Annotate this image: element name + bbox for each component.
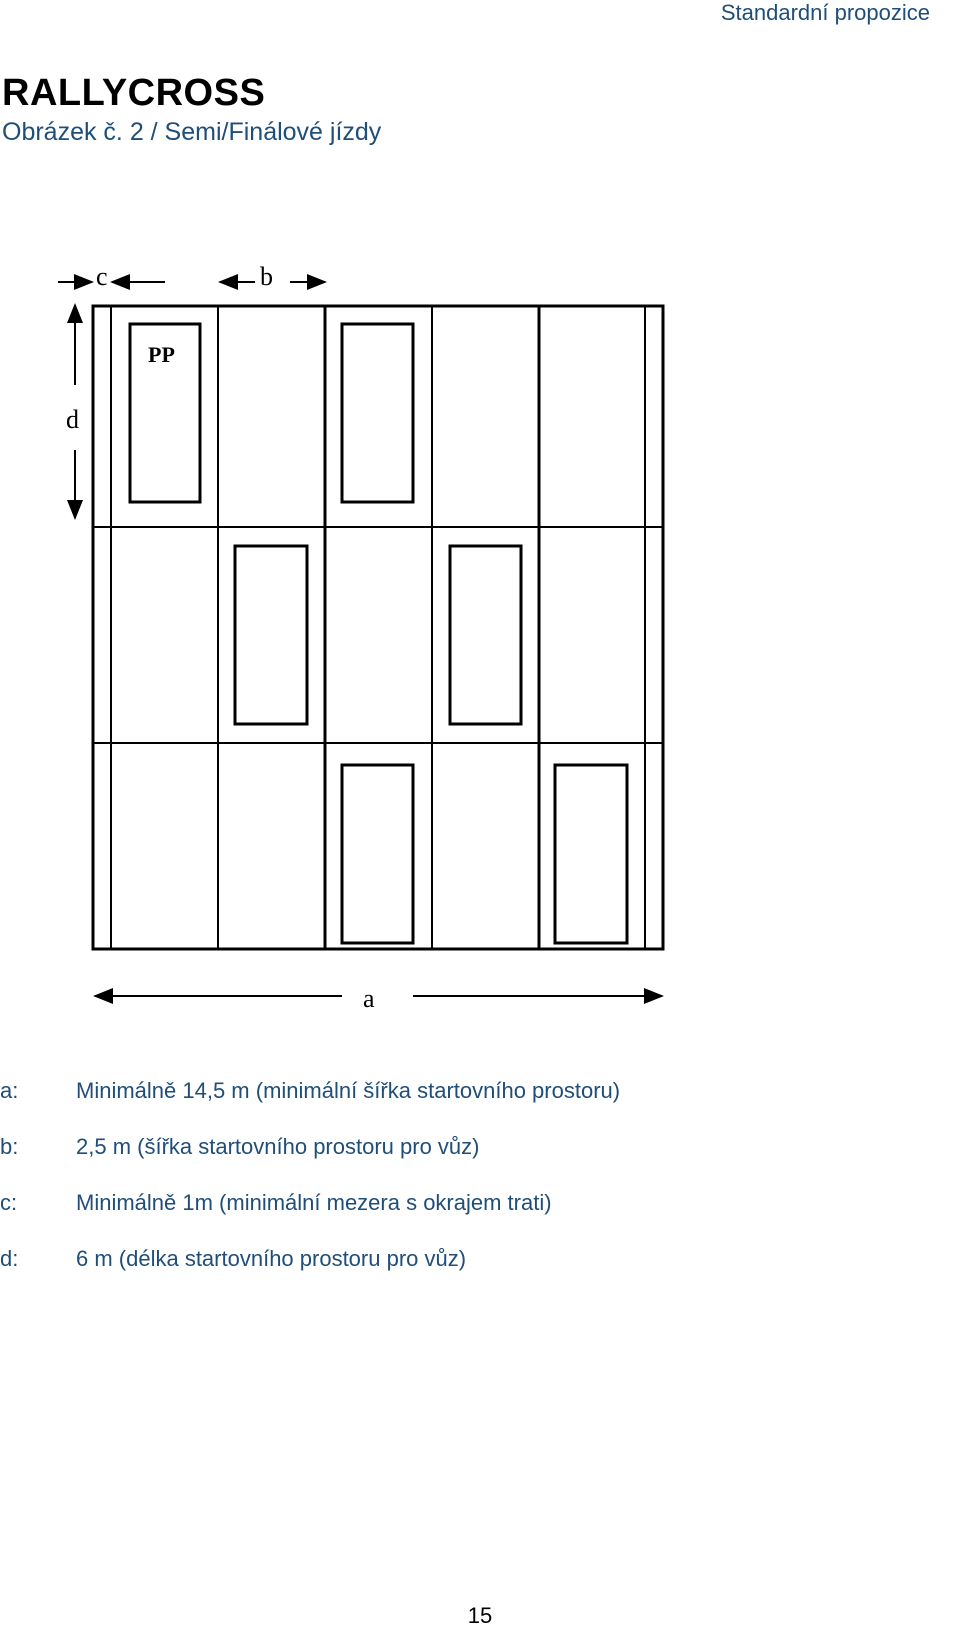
starting-grid-diagram — [50, 260, 690, 1020]
document-section-header: Standardní propozice — [720, 0, 930, 25]
label-b: b — [260, 262, 273, 291]
legend-key: b: — [0, 1134, 19, 1159]
dimension-c — [58, 262, 165, 291]
legend-key: d: — [0, 1246, 19, 1271]
track-boundary — [93, 306, 663, 949]
legend-text: Minimálně 14,5 m (minimální šířka startovního prostoru) — [76, 1078, 621, 1103]
label-d: d — [66, 405, 79, 434]
label-a: a — [363, 984, 375, 1013]
car-box — [342, 765, 413, 943]
car-box — [555, 765, 627, 943]
row-dividers — [93, 527, 663, 743]
car-box — [450, 546, 521, 724]
label-c: c — [96, 262, 108, 291]
page-title: RALLYCROSS — [2, 72, 266, 114]
legend-key: c: — [0, 1190, 18, 1215]
legend-text: 6 m (délka startovního prostoru pro vůz) — [76, 1246, 467, 1271]
dimension-d — [66, 305, 79, 518]
car-box — [235, 546, 307, 724]
legend-text: 2,5 m (šířka startovního prostoru pro vůz) — [76, 1134, 480, 1159]
pole-position-label: PP — [148, 342, 175, 367]
legend-key: a: — [0, 1078, 19, 1103]
page-number: 15 — [467, 1603, 493, 1628]
column-dividers — [218, 306, 539, 949]
dimension-a — [95, 984, 662, 1013]
figure-caption: Obrázek č. 2 / Semi/Finálové jízdy — [2, 118, 382, 146]
legend-text: Minimálně 1m (minimální mezera s okrajem trati) — [76, 1190, 552, 1215]
car-positions — [130, 324, 627, 943]
car-box — [342, 324, 413, 502]
dimension-b — [220, 262, 325, 291]
